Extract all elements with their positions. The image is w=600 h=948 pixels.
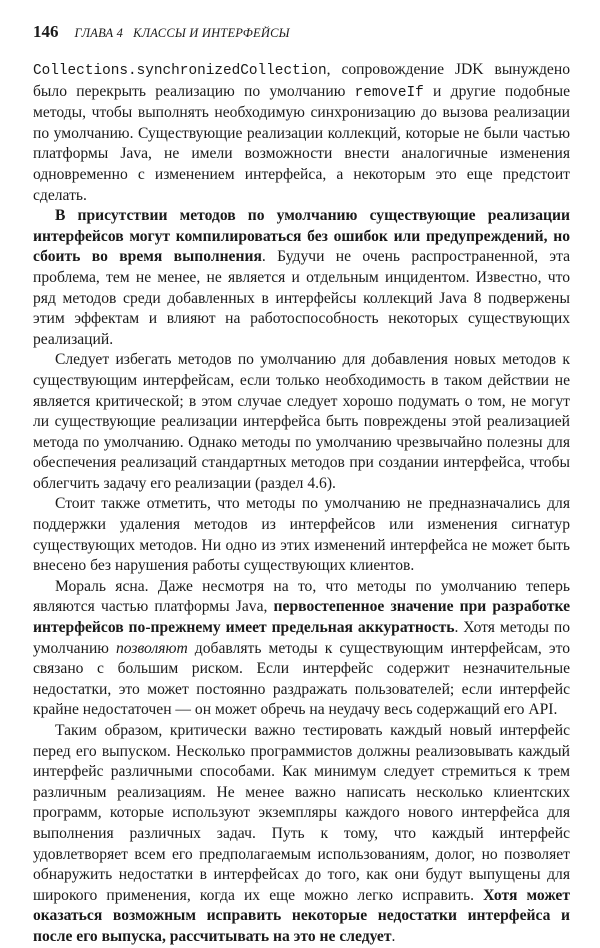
chapter-label: ГЛАВА 4 xyxy=(74,26,124,40)
bold-emphasis: В присутствии методов по умолчанию существующие реализации интерфейсов могут компилироваться без ошибок или предупреждений, но сбоить во время выполнения xyxy=(33,207,570,266)
bold-emphasis: Хотя может оказаться возможным исправить некоторые недостатки интерфейса и после его выпуска, рассчитывать на это не следует xyxy=(33,886,571,945)
section-title: КЛАССЫ И ИНТЕРФЕЙСЫ xyxy=(133,26,290,40)
text-run: Следует избегать методов по умолчанию для добавления новых методов к существующим интерфейсам, если только необходимость в таком действии не является критической; в этом случае следует хорошо подумать о том, не могут ли существующие реализации интерфейса быть повреждены этой реализацией метода по умолчанию. Однако методы по умолчанию чрезвычайно полезны для обеспечения реализаций стандартных методов при создании интерфейса, чтобы облегчить задачу его реализации (раздел 4.6). xyxy=(33,351,570,492)
code-inline: Collections.synchronizedCollection xyxy=(33,63,327,79)
text-run: Мораль ясна. Даже несмотря на то, что методы по умолчанию теперь являются частью платформы Java, xyxy=(33,577,570,616)
text-run: . Хотя методы по умолчанию xyxy=(33,619,570,657)
running-title xyxy=(75,26,290,41)
code-inline: removeIf xyxy=(354,84,424,101)
text-run: и другие подобные методы, чтобы выполнять необходимую синхронизацию до вызова реализации по умолчанию. Существующие реализации коллекций, которые не были частью платформы Java, не имели возможности внести аналогичные изменения одновременно с изменением интерфейса, а некоторым это еще предстоит сделать. xyxy=(33,82,570,204)
text-run: добавлять методы к существующим интерфейсам, это связано с большим риском. Если интерфейс содержит незначительные недостатки, это может постоянно раздражать пользователей; если интерфейс крайне недостаточен — он может обречь на неудачу весь содержащий его API. xyxy=(33,639,570,719)
text-run: , сопровождение JDK вынуждено было перекрыть реализацию по умолчанию xyxy=(33,61,570,100)
bold-emphasis: первостепенное значение при разработке интерфейсов по-прежнему имеет предельная аккуратность xyxy=(33,598,571,637)
paragraph-4 xyxy=(33,494,570,576)
page-body xyxy=(33,60,570,948)
paragraph-1 xyxy=(33,60,570,206)
paragraph-5 xyxy=(33,577,570,721)
text-run: . Будучи не очень распространенной, эта проблема, тем не менее, не является и отдельным инцидентом. Известно, что ряд методов среди добавленных в интерфейсы коллекций Java 8 подвержены этим эффектам и влияют на работоспособность некоторых существующих реализаций. xyxy=(33,248,570,348)
running-header xyxy=(33,22,570,42)
text-run: . xyxy=(391,927,396,945)
paragraph-2 xyxy=(33,206,570,350)
paragraph-6 xyxy=(33,721,570,948)
text-run: Таким образом, критически важно тестировать каждый новый интерфейс перед его выпуском. Несколько программистов должны реализовывать каждый интерфейс различными способами. Как минимум следует стремиться к трем различным реализациям. Не менее важно написать несколько клиентских программ, которые используют экземпляры каждого нового интерфейса для выполнения различных задач. Путь к тому, что каждый интерфейс удовлетворяет всем его предполагаемым использованиям, долог, но позволяет обнаружить недостатки в интерфейсах до того, как они будут выпущены для широкого применения, когда их еще можно легко исправить. xyxy=(33,722,570,904)
paragraph-3 xyxy=(33,350,570,494)
text-run: Стоит также отметить, что методы по умолчанию не предназначались для поддержки удаления методов из интерфейсов или изменения сигнатур существующих методов. Ни одно из этих изменений интерфейса не может быть внесено без нарушения работы существующих клиентов. xyxy=(33,495,570,575)
italic-emphasis: позволяют xyxy=(116,639,188,657)
page-number: 146 xyxy=(33,22,59,41)
